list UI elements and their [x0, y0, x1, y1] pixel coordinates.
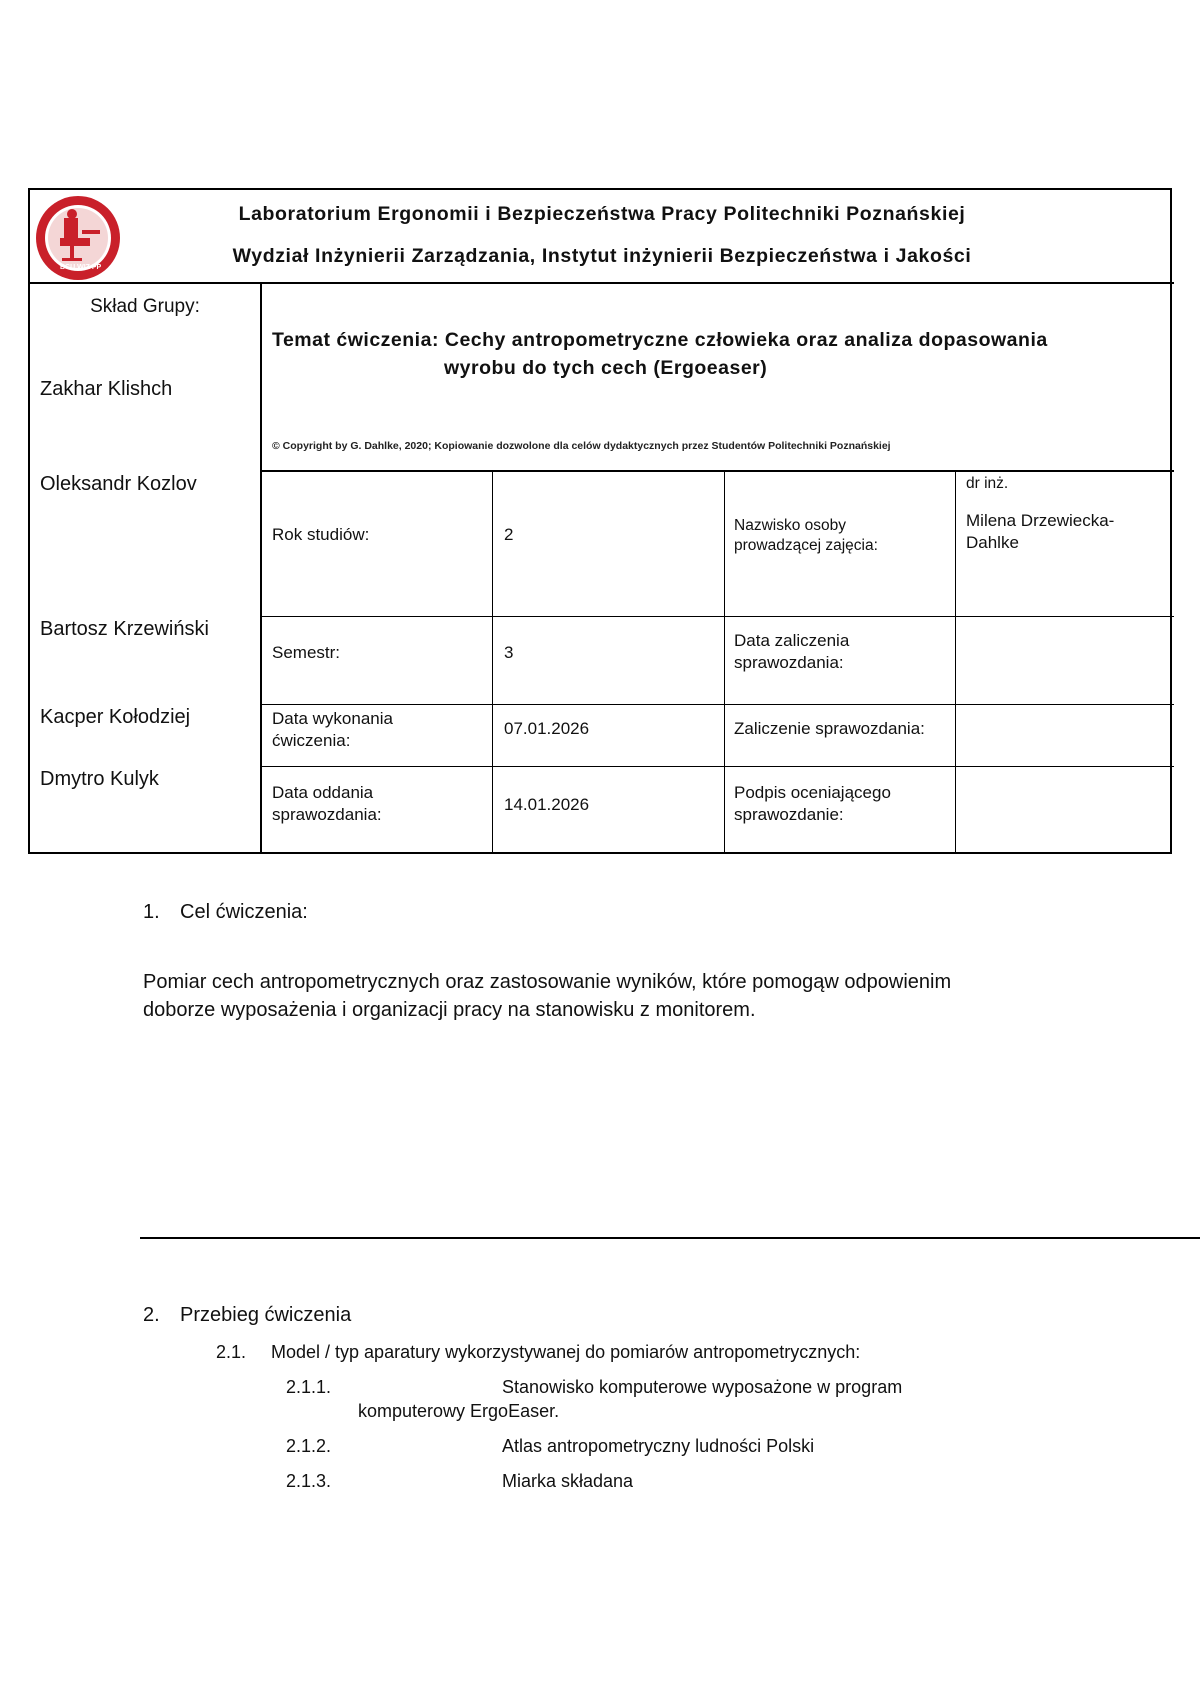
exercise-topic-line2: wyrobu do tych cech (Ergoeaser) — [444, 357, 768, 379]
group-member: Dmytro Kulyk — [40, 768, 159, 790]
group-member: Oleksandr Kozlov — [40, 473, 197, 495]
pass-label: Zaliczenie sprawozdania: — [734, 719, 925, 738]
section2-number: 2. — [143, 1304, 160, 1326]
pass-date-label: Data zaliczenia sprawozdania: — [734, 631, 850, 672]
horizontal-rule — [140, 1237, 1200, 1239]
exercise-topic-line1: Temat ćwiczenia: Cechy antropometryczne człowieka oraz analiza dopasowania — [272, 329, 1048, 351]
semester-label: Semestr: — [272, 643, 341, 662]
semester-value: 3 — [504, 643, 514, 662]
group-label: Skład Grupy: — [90, 296, 200, 317]
item-number: 2.1.2. — [286, 1436, 332, 1456]
teacher-title: dr inż. — [966, 475, 1009, 492]
copyright-note: © Copyright by G. Dahlke, 2020; Kopiowanie dozwolone dla celów dydaktycznych przez Studentów Politechniki Poznańskiej — [272, 440, 891, 452]
subsection-number: 2.1. — [216, 1342, 247, 1362]
item-continuation: komputerowy ErgoEaser. — [358, 1401, 560, 1421]
header-table — [28, 188, 1172, 854]
teacher-name: Milena Drzewiecka-Dahlke — [966, 511, 1115, 552]
item-text: Atlas antropometryczny ludności Polski — [502, 1436, 815, 1456]
item-text: Miarka składana — [502, 1471, 634, 1491]
section2-title: Przebieg ćwiczenia — [180, 1304, 352, 1326]
submit-date-value: 14.01.2026 — [504, 795, 590, 814]
year-value: 2 — [504, 525, 514, 544]
teacher-label: Nazwisko osoby prowadzącej zajęcia: — [734, 517, 878, 554]
section1-paragraph-line2: doborze wyposażenia i organizacji pracy na stanowisku z monitorem. — [143, 999, 756, 1021]
section1-paragraph-line1: Pomiar cech antropometrycznych oraz zastosowanie wyników, które pomogąw odpowienim — [143, 971, 952, 993]
signature-label: Podpis oceniającego sprawozdanie: — [734, 783, 891, 824]
item-number: 2.1.3. — [286, 1471, 332, 1491]
faculty-title: Wydział Inżynierii Zarządzania, Instytut inżynierii Bezpieczeństwa i Jakości — [232, 245, 972, 267]
item-number: 2.1.1. — [286, 1377, 332, 1397]
group-member: Kacper Kołodziej — [40, 706, 191, 728]
item-text: Stanowisko komputerowe wyposażone w program — [502, 1377, 903, 1397]
exec-date-value: 07.01.2026 — [504, 719, 590, 738]
group-member: Zakhar Klishch — [40, 378, 173, 400]
subsection-title: Model / typ aparatury wykorzystywanej do pomiarów antropometrycznych: — [271, 1342, 861, 1362]
year-label: Rok studiów: — [272, 525, 370, 544]
logo-text: BCU WIZ PP — [60, 264, 102, 271]
section1-title: Cel ćwiczenia: — [180, 901, 308, 923]
section1-number: 1. — [143, 901, 160, 923]
exec-date-label: Data wykonania ćwiczenia: — [272, 709, 393, 750]
submit-date-label: Data oddania sprawozdania: — [272, 783, 382, 824]
lab-title: Laboratorium Ergonomii i Bezpieczeństwa Pracy Politechniki Poznańskiej — [238, 203, 966, 225]
group-member: Bartosz Krzewiński — [40, 618, 209, 640]
